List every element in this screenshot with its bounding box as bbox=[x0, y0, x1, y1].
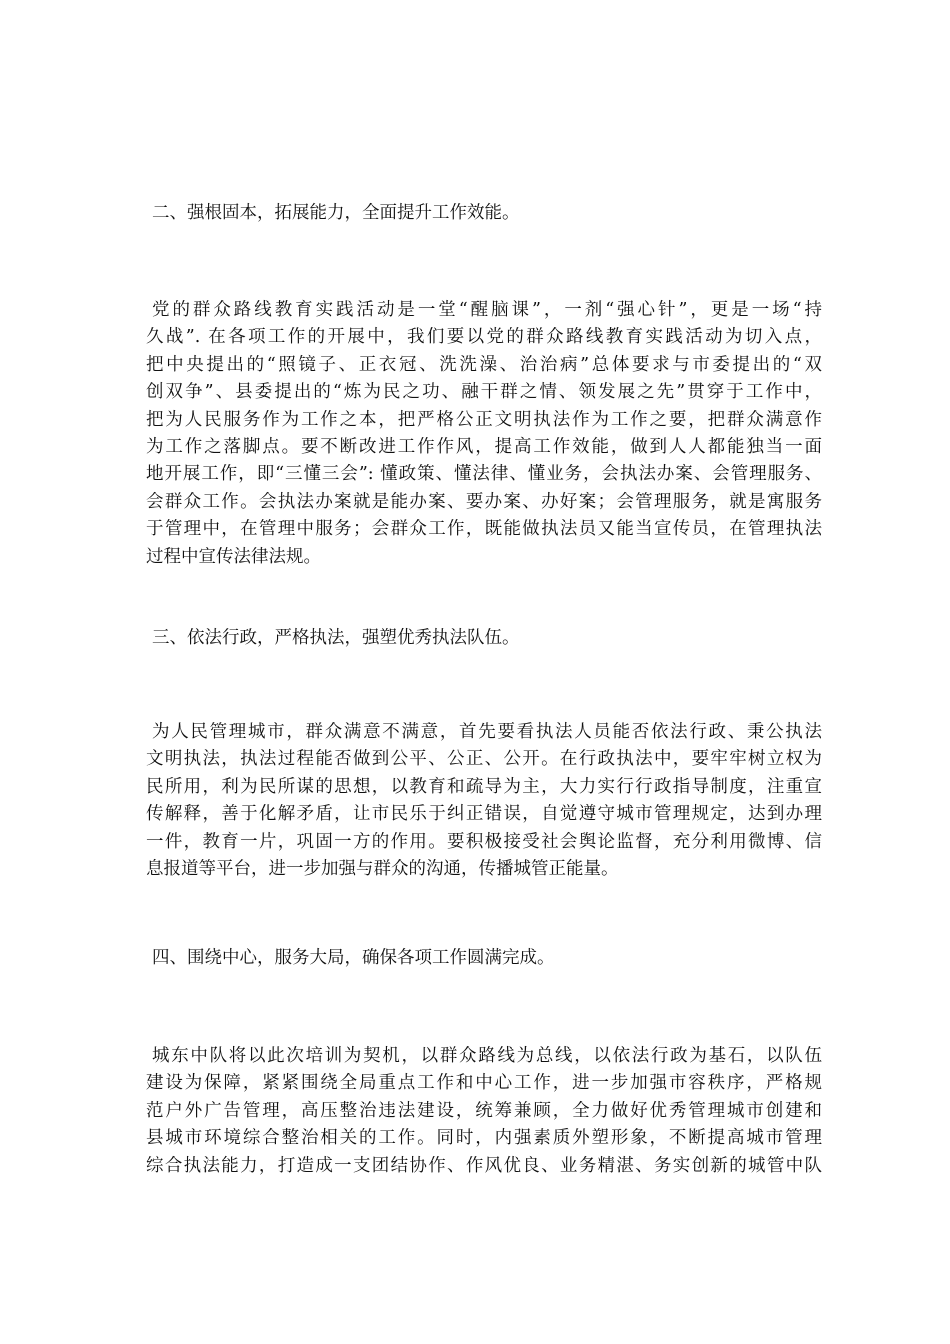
paragraph-line: 把为人民服务作为工作之本，把严格公正文明执法作为工作之要，把群众满意作 bbox=[146, 409, 822, 430]
paragraph-line: 县城市环境综合整治相关的工作。同时，内强素质外塑形象，不断提高城市管理 bbox=[146, 1128, 822, 1149]
paragraph-line: 综合执法能力，打造成一支团结协作、作风优良、业务精湛、务实创新的城管中队 bbox=[146, 1155, 822, 1176]
paragraph-line: 城东中队将以此次培训为契机，以群众路线为总线，以依法行政为基石，以队伍 bbox=[152, 1046, 822, 1066]
paragraph-line: 把中央提出的“照镜子、正衣冠、洗洗澡、治治病”总体要求与市委提出的“双 bbox=[146, 354, 822, 375]
paragraph-line: 会群众工作。会执法办案就是能办案、要办案、办好案；会管理服务，就是寓服务 bbox=[146, 491, 822, 512]
paragraph-line: 息报道等平台，进一步加强与群众的沟通，传播城管正能量。 bbox=[146, 859, 619, 880]
section-heading-4: 四、围绕中心，服务大局，确保各项工作圆满完成。 bbox=[152, 948, 555, 968]
paragraph-line: 为人民管理城市，群众满意不满意，首先要看执法人员能否依法行政、秉公执法 bbox=[152, 722, 822, 742]
paragraph-line: 文明执法，执法过程能否做到公平、公正、公开。在行政执法中，要牢牢树立权为 bbox=[146, 749, 822, 770]
paragraph-line: 传解释，善于化解矛盾，让市民乐于纠正错误，自觉遵守城市管理规定，达到办理 bbox=[146, 804, 822, 825]
paragraph-4 bbox=[146, 1043, 822, 1180]
paragraph-line: 为工作之落脚点。要不断改进工作作风，提高工作效能，做到人人都能独当一面 bbox=[146, 437, 822, 458]
paragraph-line: 于管理中，在管理中服务；会群众工作，既能做执法员又能当宣传员，在管理执法 bbox=[146, 519, 822, 540]
paragraph-line: 地开展工作，即“三懂三会”: 懂政策、懂法律、懂业务，会执法办案、会管理服务、 bbox=[146, 464, 822, 485]
paragraph-line: 过程中宣传法律法规。 bbox=[146, 546, 321, 567]
paragraph-3 bbox=[146, 719, 822, 883]
paragraph-2 bbox=[146, 297, 822, 571]
paragraph-line: 一件，教育一片，巩固一方的作用。要积极接受社会舆论监督，充分利用微博、信 bbox=[146, 831, 822, 852]
section-heading-2: 二、强根固本，拓展能力，全面提升工作效能。 bbox=[152, 203, 520, 223]
paragraph-line: 党的群众路线教育实践活动是一堂“醒脑课”，一剂“强心针”，更是一场“持 bbox=[152, 300, 822, 320]
paragraph-line: 民所用，利为民所谋的思想，以教育和疏导为主，大力实行行政指导制度，注重宣 bbox=[146, 776, 822, 797]
paragraph-line: 建设为保障，紧紧围绕全局重点工作和中心工作，进一步加强市容秩序，严格规 bbox=[146, 1073, 822, 1094]
paragraph-line: 创双争”、县委提出的“炼为民之功、融干群之情、领发展之先”贯穿于工作中， bbox=[146, 382, 822, 403]
paragraph-line: 范户外广告管理，高压整治违法建设，统筹兼顾，全力做好优秀管理城市创建和 bbox=[146, 1100, 822, 1121]
section-heading-3: 三、依法行政，严格执法，强塑优秀执法队伍。 bbox=[152, 628, 520, 648]
paragraph-line: 久战”. 在各项工作的开展中，我们要以党的群众路线教育实践活动为切入点， bbox=[146, 327, 822, 348]
